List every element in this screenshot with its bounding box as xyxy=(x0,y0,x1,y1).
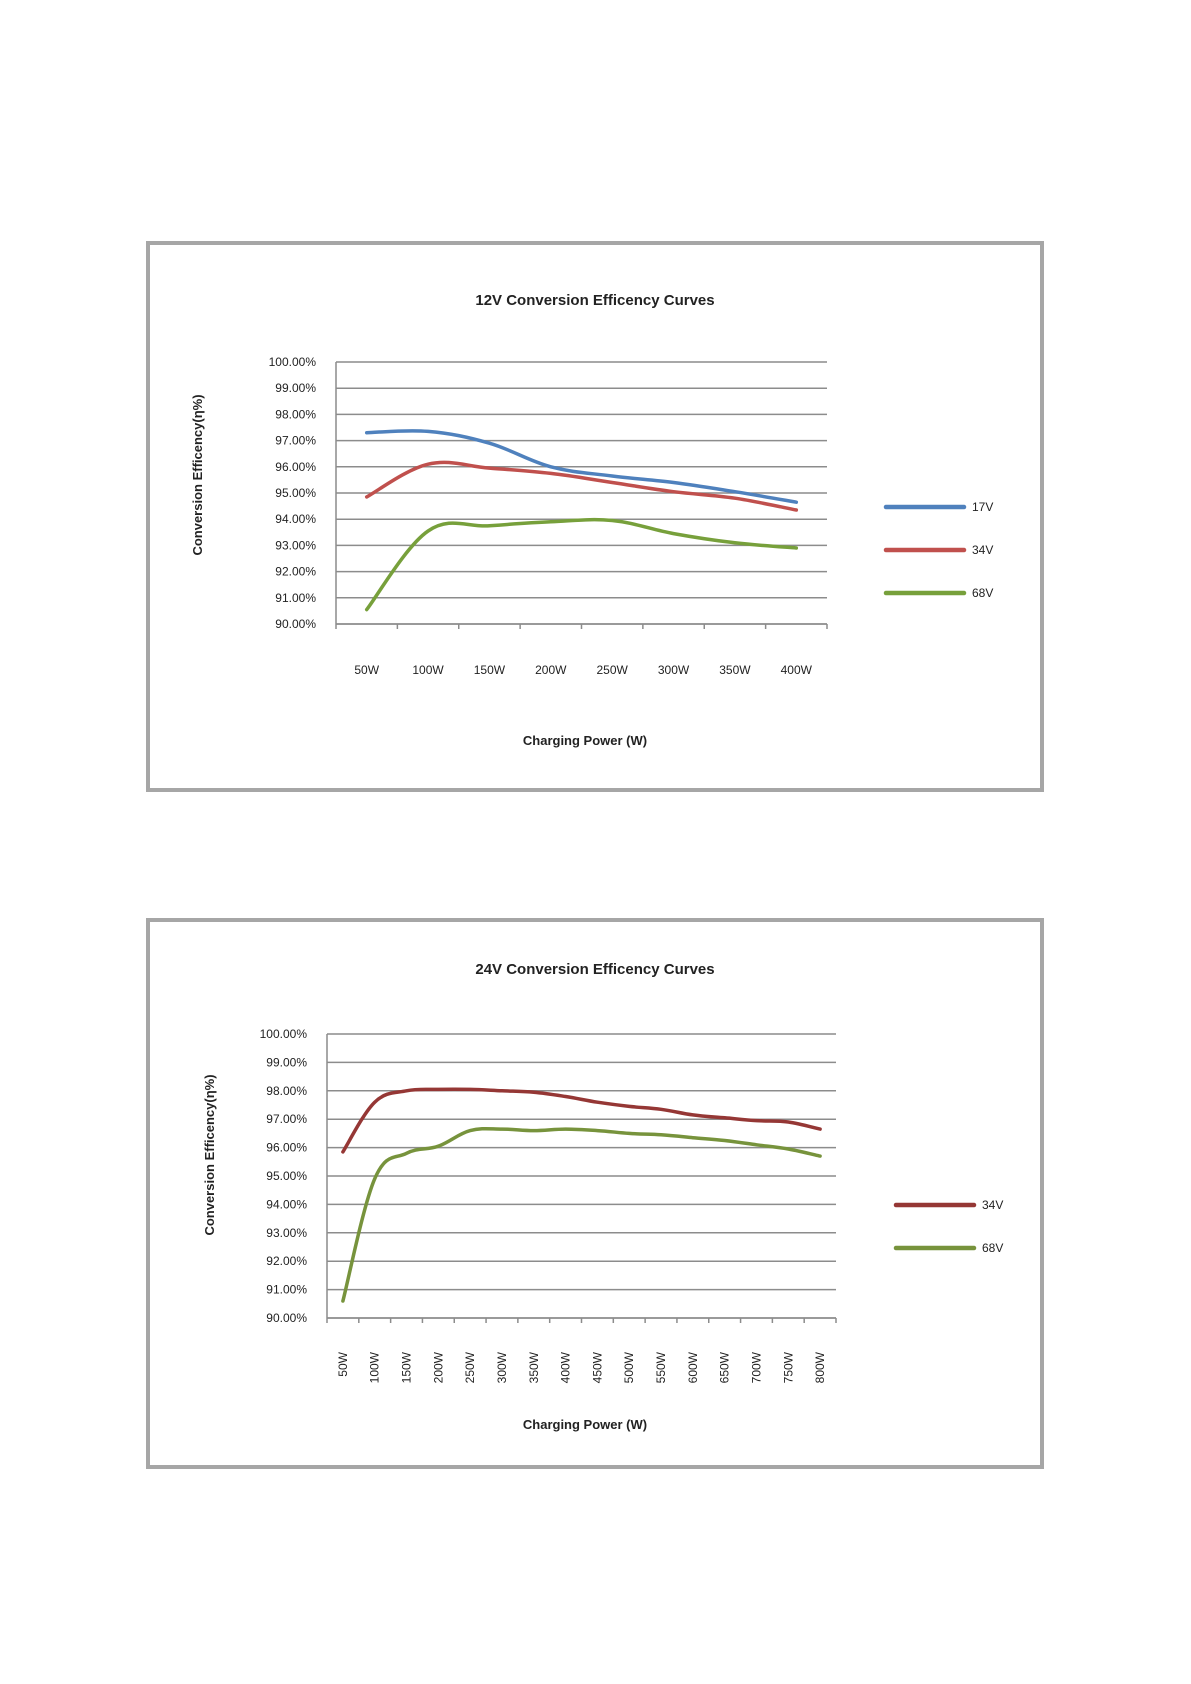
x-tick-label: 400W xyxy=(558,1352,573,1384)
chart-12v xyxy=(150,245,1040,788)
y-axis-label: Conversion Efficency(η%) xyxy=(190,394,205,556)
series-line-34v xyxy=(367,462,797,510)
x-tick-label: 350W xyxy=(526,1352,541,1384)
y-tick-label: 91.00% xyxy=(266,1282,307,1297)
legend-label-34v: 34V xyxy=(972,543,994,557)
y-tick-label: 100.00% xyxy=(268,355,316,369)
y-tick-label: 94.00% xyxy=(275,512,316,527)
x-tick-label: 300W xyxy=(494,1352,509,1384)
y-tick-label: 95.00% xyxy=(275,486,316,500)
x-tick-label: 250W xyxy=(463,1352,478,1384)
y-tick-label: 99.00% xyxy=(266,1055,307,1070)
y-tick-label: 92.00% xyxy=(275,564,316,579)
x-tick-label: 350W xyxy=(719,663,751,677)
x-tick-label: 800W xyxy=(813,1352,828,1384)
y-tick-label: 90.00% xyxy=(266,1311,307,1325)
legend-label-68v: 68V xyxy=(982,1241,1004,1255)
x-tick-label: 750W xyxy=(781,1352,796,1384)
x-tick-label: 200W xyxy=(431,1352,446,1384)
legend-label-68v: 68V xyxy=(972,586,994,600)
y-axis-label: Conversion Efficency(η%) xyxy=(202,1074,217,1236)
legend-label-17v: 17V xyxy=(972,500,994,514)
x-tick-label: 600W xyxy=(685,1352,700,1384)
x-tick-label: 550W xyxy=(654,1352,669,1384)
x-tick-label: 100W xyxy=(412,663,444,677)
x-tick-label: 50W xyxy=(335,1352,350,1377)
y-tick-label: 98.00% xyxy=(275,407,316,422)
x-tick-label: 450W xyxy=(590,1352,605,1384)
y-tick-label: 97.00% xyxy=(275,433,316,448)
x-tick-label: 700W xyxy=(749,1352,764,1384)
series-line-68v xyxy=(367,520,797,610)
chart-title: 12V Conversion Efficency Curves xyxy=(475,292,715,309)
x-tick-label: 250W xyxy=(596,663,628,677)
x-axis-label: Charging Power (W) xyxy=(522,733,648,748)
chart-title: 24V Conversion Efficency Curves xyxy=(475,961,715,978)
x-tick-label: 100W xyxy=(367,1352,382,1384)
x-tick-label: 400W xyxy=(780,663,812,677)
x-tick-label: 650W xyxy=(717,1352,732,1384)
x-tick-label: 50W xyxy=(354,663,380,677)
chart-24v xyxy=(150,922,1040,1465)
y-tick-label: 98.00% xyxy=(266,1083,307,1098)
x-tick-label: 300W xyxy=(657,663,690,677)
y-tick-label: 96.00% xyxy=(266,1140,307,1155)
y-tick-label: 93.00% xyxy=(266,1225,307,1240)
x-tick-label: 150W xyxy=(399,1352,414,1384)
chart-24v-frame xyxy=(146,918,1044,1469)
y-tick-label: 96.00% xyxy=(275,459,316,474)
y-tick-label: 93.00% xyxy=(275,538,316,553)
x-tick-label: 200W xyxy=(535,663,567,677)
y-tick-label: 94.00% xyxy=(266,1197,307,1212)
series-line-68v xyxy=(343,1129,820,1301)
legend-label-34v: 34V xyxy=(982,1198,1004,1212)
y-tick-label: 97.00% xyxy=(266,1112,307,1127)
chart-12v-frame xyxy=(146,241,1044,792)
y-tick-label: 92.00% xyxy=(266,1254,307,1269)
x-tick-label: 500W xyxy=(622,1352,637,1384)
x-axis-label: Charging Power (W) xyxy=(522,1417,648,1432)
y-tick-label: 100.00% xyxy=(259,1027,307,1041)
y-tick-label: 99.00% xyxy=(275,381,316,396)
y-tick-label: 91.00% xyxy=(275,590,316,605)
y-tick-label: 90.00% xyxy=(275,617,316,631)
x-tick-label: 150W xyxy=(473,663,506,677)
y-tick-label: 95.00% xyxy=(266,1169,307,1183)
